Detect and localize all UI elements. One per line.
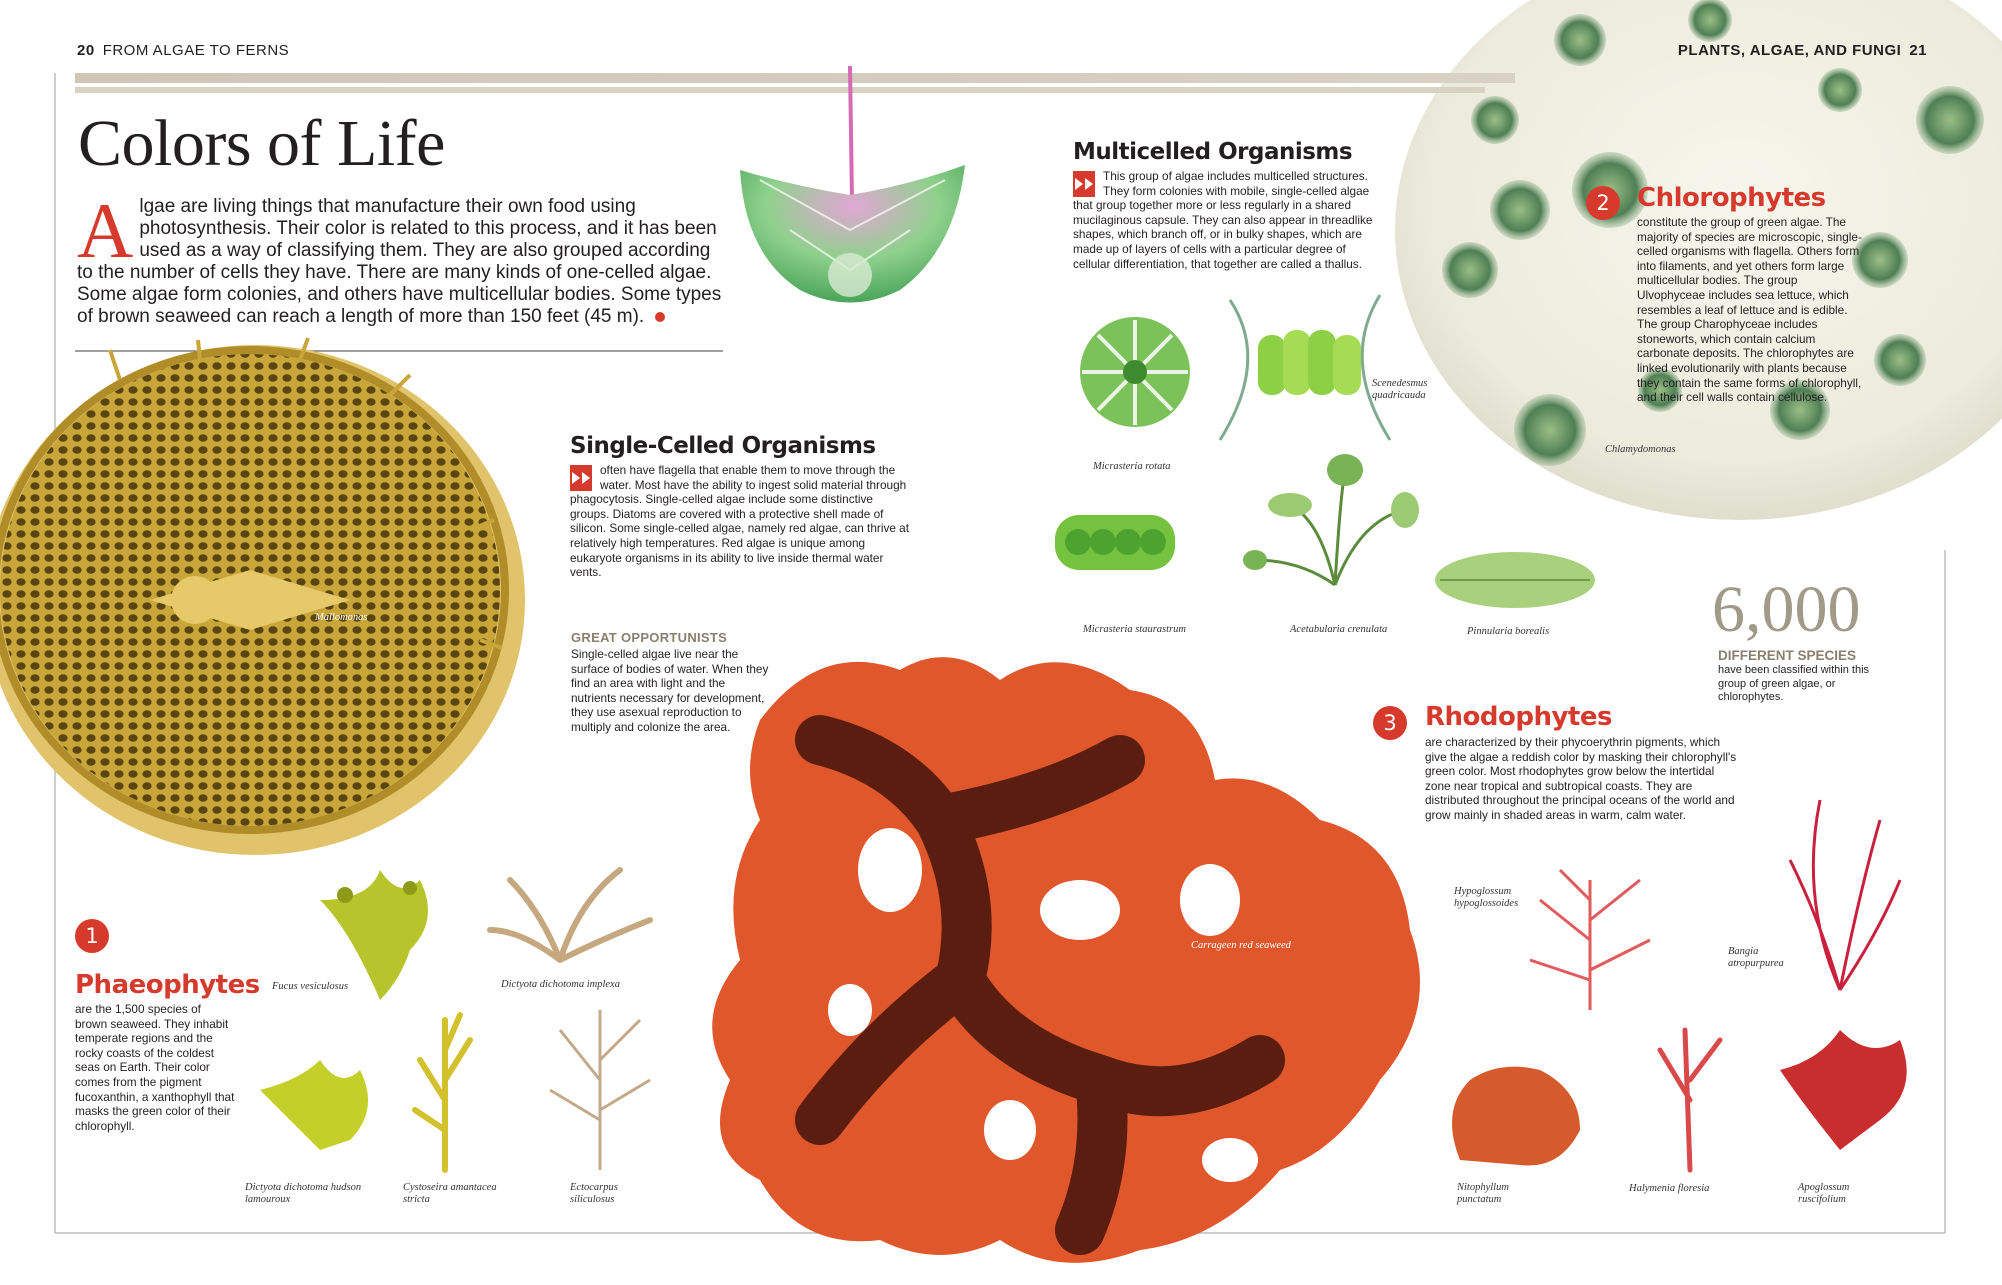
multicelled-text: This group of algae includes multicelled structures. They form colonies with mobile, single-celled algae that group together more or less regularly in a shared mucilaginous capsule. They can also appear in threadlike shapes, which branch off, or in bulky shapes, which are made up of layers of cells with a particular degree of cellular differentiation, that together are called a thallus. bbox=[1073, 169, 1373, 271]
caption-carrageen: Carrageen red seaweed bbox=[1191, 940, 1291, 951]
caption-hypoglossum: Hypoglossum hypoglossoides bbox=[1454, 886, 1519, 909]
left-section-title: FROM ALGAE TO FERNS bbox=[102, 42, 290, 59]
caption-cystoseira: Cystoseira amantacea stricta bbox=[403, 1182, 497, 1205]
single-celled-body bbox=[570, 463, 910, 580]
caption-ectocarpus: Ectocarpus siliculosus bbox=[570, 1182, 618, 1205]
carrageen-red-seaweed-illustration bbox=[712, 657, 1420, 1263]
single-celled-heading: Single-Celled Organisms bbox=[570, 433, 876, 459]
cystoseira-illustration bbox=[415, 1015, 470, 1170]
multicelled-heading: Multicelled Organisms bbox=[1073, 139, 1353, 165]
right-section-title: PLANTS, ALGAE, AND FUNGI bbox=[1677, 42, 1902, 59]
intro-dropcap: A bbox=[77, 187, 134, 274]
phaeophytes-body: are the 1,500 species of brown seaweed. They inhabit temperate regions and the rocky coasts of the coldest seas on Earth. Their color comes from the pigment fucoxanthin, a xanthophyll that masks the green color of their chlorophyll. bbox=[75, 1002, 235, 1133]
caption-halymenia: Halymenia floresia bbox=[1629, 1183, 1710, 1194]
left-folio bbox=[77, 42, 289, 59]
page-title: Colors of Life bbox=[78, 107, 445, 180]
caption-scenedesmus: Scenedesmus quadricauda bbox=[1372, 378, 1428, 401]
halymenia-illustration bbox=[1660, 1030, 1720, 1170]
caption-apoglossum: Apoglossum ruscifolium bbox=[1798, 1182, 1850, 1205]
phaeophytes-number-badge: 1 bbox=[75, 919, 109, 953]
caption-pinnularia: Pinnularia borealis bbox=[1467, 626, 1550, 637]
caption-dictyota-implexa: Dictyota dichotoma implexa bbox=[501, 979, 620, 990]
caption-bangia: Bangia atropurpurea bbox=[1728, 946, 1784, 969]
caption-micrasteria-staurastrum: Micrasteria staurastrum bbox=[1083, 624, 1186, 635]
chlorophytes-heading: Chlorophytes bbox=[1637, 183, 1826, 213]
opportunists-body: Single-celled algae live near the surface of bodies of water. When they find an area with light and the nutrients necessary for development, they use asexual reproduction to multiply and colonize the area. bbox=[571, 647, 769, 734]
caption-chlamydomonas: Chlamydomonas bbox=[1605, 444, 1676, 455]
left-page-number: 20 bbox=[77, 42, 95, 59]
dictyota-implexa-illustration bbox=[490, 870, 650, 960]
bangia-illustration bbox=[1790, 800, 1900, 990]
scenedesmus-illustration bbox=[1220, 295, 1390, 440]
right-folio bbox=[1678, 42, 1927, 59]
hypoglossum-illustration bbox=[1530, 870, 1650, 1010]
chlorophytes-number-badge: 2 bbox=[1586, 186, 1620, 220]
rhodophytes-number-badge: 3 bbox=[1373, 706, 1407, 740]
end-dot-icon bbox=[655, 312, 665, 322]
species-count: 6,000 bbox=[1712, 573, 1861, 646]
ectocarpus-illustration bbox=[550, 1010, 650, 1170]
right-page-number: 21 bbox=[1909, 42, 1927, 59]
arrow-marker-icon bbox=[570, 465, 592, 491]
chlorophytes-body: constitute the group of green algae. The majority of species are microscopic, single-celled organisms with flagella. Others form into filaments, and yet others form large multicellular bodies. The group Ulvophyceae includes sea lettuce, which resembles a leaf of lettuce and is edible. The group Charophyceae includes stoneworts, which contain calcium carbonate deposits. The chlorophytes are linked evolutionarily with plants because they contain the same forms of chlorophyll, and their cell walls contain cellulose. bbox=[1637, 215, 1862, 405]
micrasteria-rotata-illustration bbox=[1080, 317, 1190, 427]
caption-micrasteria-rotata: Micrasteria rotata bbox=[1093, 461, 1171, 472]
species-count-text: have been classified within this group of green algae, or chlorophytes. bbox=[1718, 664, 1870, 703]
mallomonas-illustration bbox=[0, 338, 525, 855]
arrow-marker-icon bbox=[1073, 171, 1095, 197]
caption-mallomonas: Mallomonas bbox=[315, 612, 368, 623]
rhodophytes-body: are characterized by their phycoerythrin pigments, which give the algae a reddish color by masking their chlorophyll's green color. Most rhodophytes grow below the intertidal zone near tropical and subtropical coasts. They are distributed throughout the principal oceans of the world and grow mainly in shaded areas in warm, calm water. bbox=[1425, 735, 1737, 822]
caption-dictyota-hudson: Dictyota dichotoma hudson lamourouх bbox=[245, 1182, 362, 1205]
tentacle-organism-illustration bbox=[740, 66, 965, 303]
multicelled-body bbox=[1073, 169, 1378, 271]
intro-paragraph bbox=[77, 187, 722, 328]
opportunists-heading: GREAT OPPORTUNISTS bbox=[571, 630, 728, 645]
caption-nitophyllum: Nitophyllum punctatum bbox=[1457, 1182, 1509, 1205]
intro-text: lgae are living things that manufacture their own food using photosynthesis. Their color is related to this process, and it has been used as a way of classifying them. They are also grouped according to the number of cells they have. There are many kinds of one-celled algae. Some algae form colonies, and others have multicellular bodies. Some types of brown seaweed can reach a length of more than 150 feet (45 m). bbox=[77, 196, 722, 327]
pinnularia-illustration bbox=[1435, 552, 1595, 608]
rhodophytes-heading: Rhodophytes bbox=[1425, 702, 1612, 732]
apoglossum-illustration bbox=[1780, 1030, 1907, 1150]
micrasteria-staurastrum-illustration bbox=[1055, 515, 1175, 570]
acetabularia-illustration bbox=[1243, 454, 1419, 585]
single-celled-text: often have flagella that enable them to move through the water. Most have the ability to ingest solid material through phagocytosis. Single-celled algae include some distinctive groups. Diatoms are covered with a protective shell made of silicon. Some single-celled algae, namely red algae, can thrive at relatively high temperatures. Red algae is unique among eukaryote organisms in its ability to live inside thermal water vents. bbox=[570, 463, 910, 580]
phaeophytes-heading: Phaeophytes bbox=[75, 970, 260, 1000]
nitophyllum-illustration bbox=[1452, 1067, 1580, 1166]
caption-acetabularia: Acetabularia crenulata bbox=[1290, 624, 1388, 635]
species-count-label: DIFFERENT SPECIES bbox=[1718, 648, 1857, 663]
dictyota-hudson-illustration bbox=[260, 1060, 368, 1150]
caption-fucus: Fucus vesiculosus bbox=[272, 981, 349, 992]
